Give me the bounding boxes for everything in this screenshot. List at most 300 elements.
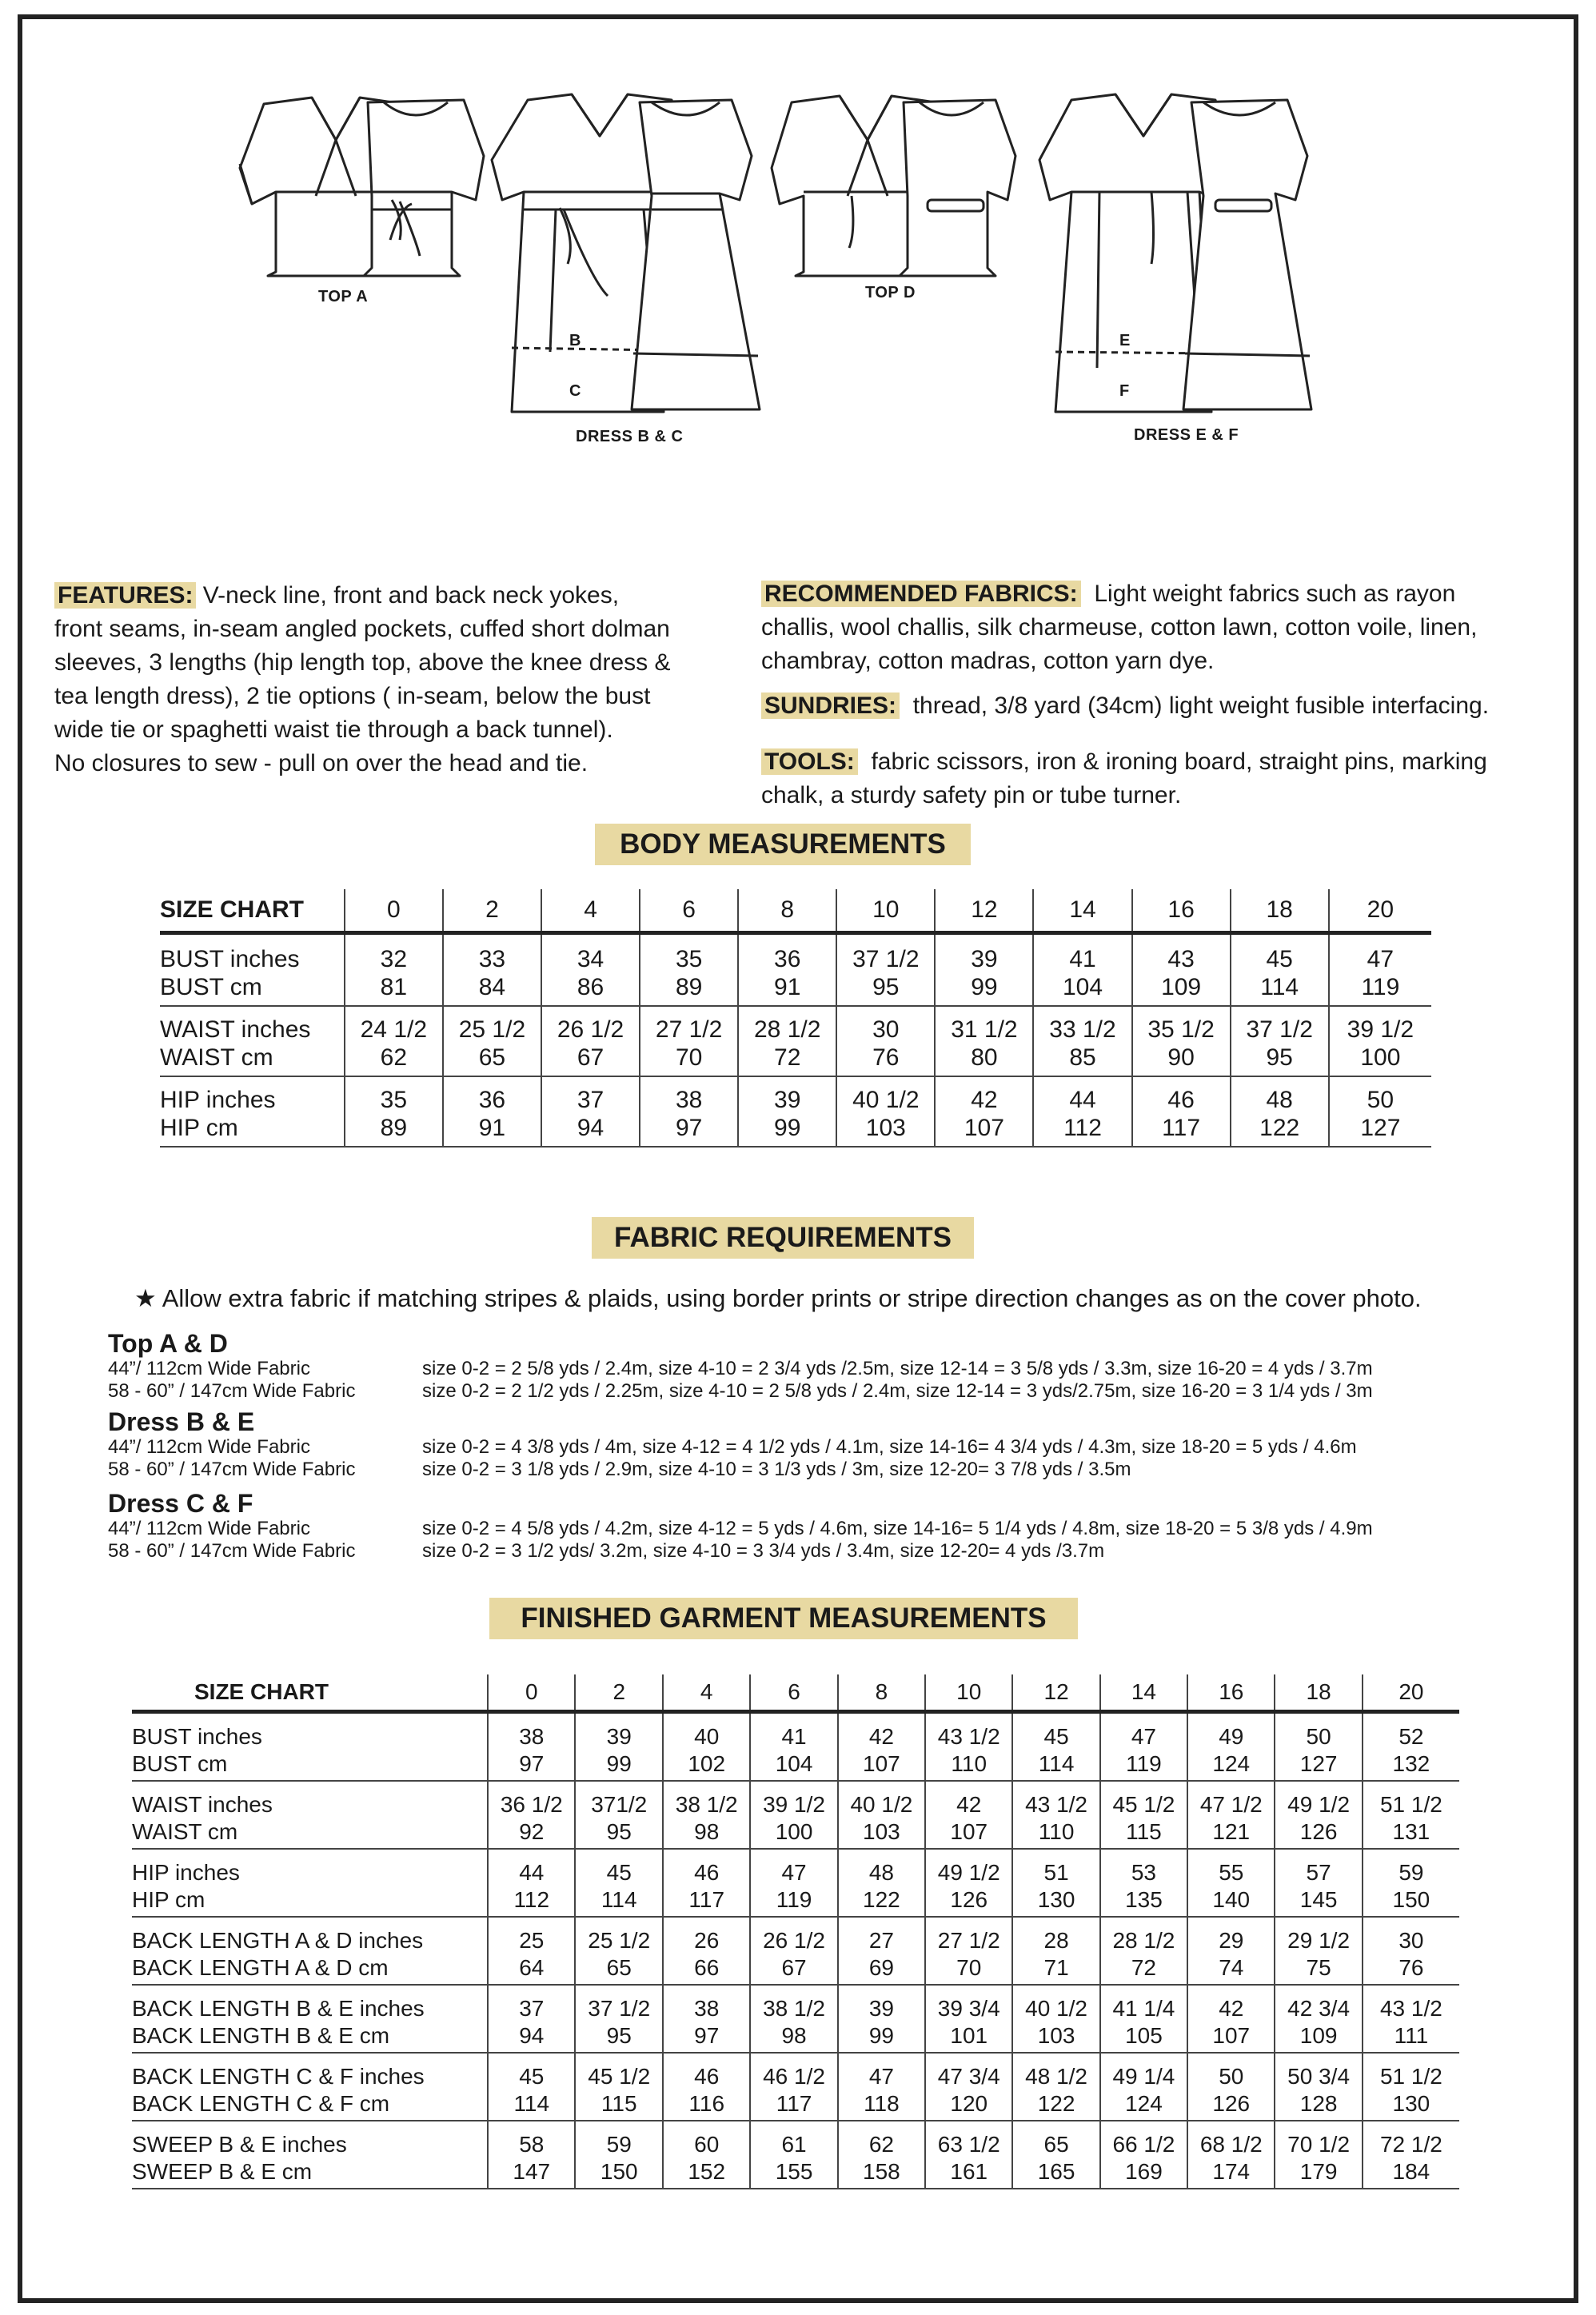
- table-cell: 98: [663, 1818, 750, 1849]
- table-cell: 105: [1100, 2022, 1187, 2053]
- table-cell: 38 1/2: [663, 1781, 750, 1818]
- table-cell: 91: [738, 973, 836, 1006]
- tools-line: chalk, a sturdy safety pin or tube turner.: [761, 782, 1182, 808]
- table-cell: 70 1/2: [1275, 2121, 1362, 2158]
- row-label: BACK LENGTH A & D inches: [132, 1927, 424, 1953]
- table-cell: 132: [1363, 1750, 1459, 1781]
- row-label: BUST cm: [132, 1750, 488, 1781]
- table-cell: 66: [663, 1954, 750, 1985]
- table-cell: 49 1/2: [925, 1849, 1012, 1886]
- table-row: [132, 2053, 1459, 2090]
- table-cell: 112: [1033, 1114, 1131, 1147]
- table-cell: 45: [575, 1849, 663, 1886]
- features-label: FEATURES:: [54, 582, 196, 609]
- row-label: WAIST cm: [160, 1044, 345, 1076]
- table-cell: 100: [750, 1818, 837, 1849]
- table-cell: 117: [1132, 1114, 1231, 1147]
- table-row: [132, 2022, 1459, 2053]
- table-cell: 49: [1187, 1711, 1275, 1750]
- fabric-note: ★ Allow extra fabric if matching stripes & plaids, using border prints or stripe direction changes as on the cover photo.: [134, 1284, 1422, 1312]
- fabrics-line: challis, wool challis, silk charmeuse, cotton lawn, cotton voile, linen,: [761, 614, 1478, 641]
- table-cell: 67: [541, 1044, 640, 1076]
- table-cell: 97: [488, 1750, 575, 1781]
- table-cell: 75: [1275, 1954, 1362, 1985]
- table-cell: 42: [925, 1781, 1012, 1818]
- table-cell: 36: [738, 932, 836, 973]
- table-row: [132, 1917, 1459, 1954]
- table-cell: 42 3/4: [1275, 1985, 1362, 2022]
- size-header: 0: [345, 889, 443, 932]
- table-cell: 29: [1187, 1917, 1275, 1954]
- table-cell: 26 1/2: [750, 1917, 837, 1954]
- table-cell: 36: [443, 1076, 541, 1114]
- table-cell: 50: [1187, 2053, 1275, 2090]
- fabric-yardage: size 0-2 = 2 5/8 yds / 2.4m, size 4-10 = 2 3/4 yds /2.5m, size 12-14 = 3 5/8 yds / 3.3m, size 16-20 = 4 yds / 3.7m: [422, 1358, 1373, 1379]
- table-cell: 47: [1329, 932, 1431, 973]
- features-line: tea length dress), 2 tie options ( in-seam, below the bust: [54, 683, 651, 709]
- row-label: BACK LENGTH C & F cm: [132, 2090, 488, 2121]
- finished-measurements-table: [132, 1674, 1459, 2189]
- table-cell: 114: [488, 2090, 575, 2121]
- table-cell: 72 1/2: [1363, 2121, 1459, 2158]
- sundries-label: SUNDRIES:: [761, 693, 900, 719]
- table-cell: 44: [1033, 1076, 1131, 1114]
- table-cell: 81: [345, 973, 443, 1006]
- length-label-c: C: [569, 382, 581, 400]
- fabric-group-title: Dress B & E: [108, 1407, 255, 1436]
- size-header: 18: [1275, 1674, 1362, 1711]
- table-cell: 43 1/2: [1363, 1985, 1459, 2022]
- size-header: 8: [738, 889, 836, 932]
- table-cell: 30: [1363, 1917, 1459, 1954]
- row-label: HIP inches: [160, 1086, 276, 1113]
- table-cell: 51 1/2: [1363, 2053, 1459, 2090]
- table-cell: 99: [935, 973, 1033, 1006]
- table-cell: 47: [750, 1849, 837, 1886]
- row-label: BUST cm: [160, 973, 345, 1006]
- row-label: HIP inches: [132, 1859, 240, 1885]
- size-header: 20: [1329, 889, 1431, 932]
- table-cell: 28 1/2: [1100, 1917, 1187, 1954]
- table-cell: 107: [935, 1114, 1033, 1147]
- table-cell: 46 1/2: [750, 2053, 837, 2090]
- table-cell: 55: [1187, 1849, 1275, 1886]
- table-cell: 103: [838, 1818, 925, 1849]
- table-cell: 72: [1100, 1954, 1187, 1985]
- table-cell: 97: [663, 2022, 750, 2053]
- fabric-yardage: size 0-2 = 4 5/8 yds / 4.2m, size 4-12 = 5 yds / 4.6m, size 14-16= 5 1/4 yds / 4.8m, size 18-20 = 5 3/8 yds / 4.9m: [422, 1518, 1373, 1539]
- row-label: BACK LENGTH C & F inches: [132, 2063, 425, 2089]
- table-cell: 41 1/4: [1100, 1985, 1187, 2022]
- table-cell: 103: [836, 1114, 935, 1147]
- table-row: [160, 1114, 1431, 1147]
- row-label: BACK LENGTH B & E cm: [132, 2022, 488, 2053]
- table-cell: 50: [1329, 1076, 1431, 1114]
- table-cell: 122: [838, 1886, 925, 1917]
- features-line: sleeves, 3 lengths (hip length top, above the knee dress &: [54, 649, 671, 676]
- table-row: [132, 1954, 1459, 1985]
- table-cell: 29 1/2: [1275, 1917, 1362, 1954]
- table-cell: 130: [1012, 1886, 1099, 1917]
- table-cell: 62: [838, 2121, 925, 2158]
- table-cell: 40 1/2: [836, 1076, 935, 1114]
- table-row: [160, 1006, 1431, 1044]
- table-cell: 45: [488, 2053, 575, 2090]
- figure-label-dress-bc: DRESS B & C: [576, 428, 684, 445]
- table-cell: 122: [1012, 2090, 1099, 2121]
- table-cell: 130: [1363, 2090, 1459, 2121]
- tools-label: TOOLS:: [761, 748, 858, 775]
- table-cell: 107: [1187, 2022, 1275, 2053]
- table-cell: 72: [738, 1044, 836, 1076]
- figure-label-top-d: TOP D: [865, 284, 916, 301]
- table-cell: 35: [345, 1076, 443, 1114]
- table-cell: 102: [663, 1750, 750, 1781]
- table-cell: 40: [663, 1711, 750, 1750]
- table-row: [160, 932, 1431, 973]
- table-cell: 52: [1363, 1711, 1459, 1750]
- table-cell: 25 1/2: [443, 1006, 541, 1044]
- table-cell: 42: [935, 1076, 1033, 1114]
- table-cell: 91: [443, 1114, 541, 1147]
- table-cell: 95: [575, 1818, 663, 1849]
- table-cell: 39 1/2: [750, 1781, 837, 1818]
- table-cell: 76: [836, 1044, 935, 1076]
- table-cell: 45: [1231, 932, 1329, 973]
- table-cell: 107: [925, 1818, 1012, 1849]
- table-cell: 103: [1012, 2022, 1099, 2053]
- table-cell: 80: [935, 1044, 1033, 1076]
- table-cell: 114: [1012, 1750, 1099, 1781]
- table-cell: 101: [925, 2022, 1012, 2053]
- table-cell: 107: [838, 1750, 925, 1781]
- table-cell: 49 1/4: [1100, 2053, 1187, 2090]
- size-header: 8: [838, 1674, 925, 1711]
- table-row: [160, 1076, 1431, 1114]
- table-cell: 99: [838, 2022, 925, 2053]
- row-label: BACK LENGTH A & D cm: [132, 1954, 488, 1985]
- table-cell: 71: [1012, 1954, 1099, 1985]
- table-cell: 34: [541, 932, 640, 973]
- size-header: 14: [1100, 1674, 1187, 1711]
- table-cell: 126: [925, 1886, 1012, 1917]
- table-cell: 45 1/2: [1100, 1781, 1187, 1818]
- table-cell: 65: [1012, 2121, 1099, 2158]
- table-cell: 35 1/2: [1132, 1006, 1231, 1044]
- fabric-width-label: 58 - 60” / 147cm Wide Fabric: [108, 1540, 356, 1562]
- size-header: 4: [541, 889, 640, 932]
- table-cell: 97: [640, 1114, 738, 1147]
- table-row: [132, 1781, 1459, 1818]
- table-cell: 53: [1100, 1849, 1187, 1886]
- table-cell: 117: [750, 2090, 837, 2121]
- size-header: 20: [1363, 1674, 1459, 1711]
- table-cell: 110: [925, 1750, 1012, 1781]
- table-cell: 114: [575, 1886, 663, 1917]
- table-cell: 90: [1132, 1044, 1231, 1076]
- table-cell: 179: [1275, 2158, 1362, 2189]
- fabric-width-label: 44”/ 112cm Wide Fabric: [108, 1436, 310, 1458]
- table-cell: 38: [663, 1985, 750, 2022]
- top-a-back-drawing: [364, 100, 484, 276]
- table-cell: 59: [1363, 1849, 1459, 1886]
- table-cell: 98: [750, 2022, 837, 2053]
- table-cell: 95: [575, 2022, 663, 2053]
- top-d-back-drawing: [900, 100, 1015, 276]
- body-table-header: [160, 889, 1431, 932]
- recommended-fabrics-label: RECOMMENDED FABRICS:: [761, 581, 1081, 607]
- row-label: SWEEP B & E cm: [132, 2158, 488, 2189]
- table-row: [160, 973, 1431, 1006]
- table-cell: 32: [345, 932, 443, 973]
- features-section: [54, 579, 742, 780]
- row-label: BUST inches: [132, 1723, 262, 1749]
- table-cell: 99: [738, 1114, 836, 1147]
- table-cell: 46: [1132, 1076, 1231, 1114]
- size-header: 0: [488, 1674, 575, 1711]
- table-cell: 118: [838, 2090, 925, 2121]
- table-cell: 36 1/2: [488, 1781, 575, 1818]
- table-cell: 39: [575, 1711, 663, 1750]
- table-cell: 35: [640, 932, 738, 973]
- length-label-f: F: [1119, 382, 1130, 400]
- table-cell: 24 1/2: [345, 1006, 443, 1044]
- table-cell: 131: [1363, 1818, 1459, 1849]
- table-cell: 43: [1132, 932, 1231, 973]
- row-label: HIP cm: [132, 1886, 488, 1917]
- table-cell: 43 1/2: [1012, 1781, 1099, 1818]
- table-cell: 27 1/2: [640, 1006, 738, 1044]
- table-cell: 109: [1132, 973, 1231, 1006]
- figure-label-top-a: TOP A: [318, 288, 369, 305]
- size-header: 4: [663, 1674, 750, 1711]
- table-row: [132, 1750, 1459, 1781]
- table-cell: 135: [1100, 1886, 1187, 1917]
- fabric-width-label: 44”/ 112cm Wide Fabric: [108, 1518, 310, 1539]
- figure-label-dress-ef: DRESS E & F: [1134, 426, 1239, 444]
- table-cell: 25: [488, 1917, 575, 1954]
- table-cell: 51: [1012, 1849, 1099, 1886]
- table-cell: 119: [1329, 973, 1431, 1006]
- table-cell: 39 1/2: [1329, 1006, 1431, 1044]
- table-cell: 85: [1033, 1044, 1131, 1076]
- fabric-group-title: Top A & D: [108, 1329, 228, 1358]
- table-cell: 371/2: [575, 1781, 663, 1818]
- table-cell: 42: [1187, 1985, 1275, 2022]
- table-row: [132, 2158, 1459, 2189]
- table-cell: 104: [1033, 973, 1131, 1006]
- table-cell: 99: [575, 1750, 663, 1781]
- table-cell: 45: [1012, 1711, 1099, 1750]
- size-chart-header: SIZE CHART: [160, 889, 345, 932]
- table-cell: 28: [1012, 1917, 1099, 1954]
- table-cell: 70: [640, 1044, 738, 1076]
- table-cell: 74: [1187, 1954, 1275, 1985]
- table-cell: 48: [1231, 1076, 1329, 1114]
- features-line: V-neck line, front and back neck yokes,: [202, 582, 620, 609]
- fabric-yardage: size 0-2 = 4 3/8 yds / 4m, size 4-12 = 4 1/2 yds / 4.1m, size 14-16= 4 3/4 yds / 4.3m, size 18-20 = 5 yds / 4.6m: [422, 1436, 1357, 1458]
- table-cell: 89: [640, 973, 738, 1006]
- table-cell: 50: [1275, 1711, 1362, 1750]
- table-cell: 128: [1275, 2090, 1362, 2121]
- table-cell: 147: [488, 2158, 575, 2189]
- table-cell: 121: [1187, 1818, 1275, 1849]
- table-cell: 126: [1187, 2090, 1275, 2121]
- table-cell: 38 1/2: [750, 1985, 837, 2022]
- table-cell: 115: [575, 2090, 663, 2121]
- size-header: 6: [640, 889, 738, 932]
- table-cell: 39: [838, 1985, 925, 2022]
- table-cell: 65: [575, 1954, 663, 1985]
- table-cell: 109: [1275, 2022, 1362, 2053]
- table-cell: 122: [1231, 1114, 1329, 1147]
- features-line: wide tie or spaghetti waist tie through a back tunnel).: [54, 716, 613, 743]
- table-cell: 37: [541, 1076, 640, 1114]
- table-cell: 37 1/2: [836, 932, 935, 973]
- table-cell: 174: [1187, 2158, 1275, 2189]
- table-cell: 50 3/4: [1275, 2053, 1362, 2090]
- table-cell: 69: [838, 1954, 925, 1985]
- fabric-width-label: 58 - 60” / 147cm Wide Fabric: [108, 1459, 356, 1480]
- table-cell: 110: [1012, 1818, 1099, 1849]
- table-cell: 33 1/2: [1033, 1006, 1131, 1044]
- table-cell: 86: [541, 973, 640, 1006]
- table-cell: 67: [750, 1954, 837, 1985]
- table-cell: 41: [750, 1711, 837, 1750]
- size-header: 6: [750, 1674, 837, 1711]
- table-cell: 46: [663, 1849, 750, 1886]
- table-cell: 100: [1329, 1044, 1431, 1076]
- features-line: front seams, in-seam angled pockets, cuffed short dolman: [54, 616, 670, 642]
- table-cell: 152: [663, 2158, 750, 2189]
- row-label: BUST inches: [160, 945, 300, 972]
- table-cell: 64: [488, 1954, 575, 1985]
- table-cell: 38: [488, 1711, 575, 1750]
- table-cell: 184: [1363, 2158, 1459, 2189]
- fabrics-line: Light weight fabrics such as rayon: [1094, 581, 1456, 607]
- fabric-yardage: size 0-2 = 2 1/2 yds / 2.25m, size 4-10 = 2 5/8 yds / 2.4m, size 12-14 = 3 yds/2.75m, size 16-20 = 3 1/4 yds / 3m: [422, 1380, 1373, 1402]
- table-cell: 27 1/2: [925, 1917, 1012, 1954]
- table-cell: 114: [1231, 973, 1329, 1006]
- row-label: HIP cm: [160, 1114, 345, 1147]
- table-cell: 117: [663, 1886, 750, 1917]
- table-cell: 127: [1275, 1750, 1362, 1781]
- size-chart-header: SIZE CHART: [132, 1674, 488, 1711]
- table-cell: 84: [443, 973, 541, 1006]
- table-cell: 28 1/2: [738, 1006, 836, 1044]
- table-cell: 30: [836, 1006, 935, 1044]
- table-cell: 46: [663, 2053, 750, 2090]
- table-cell: 111: [1363, 2022, 1459, 2053]
- tools-line: fabric scissors, iron & ironing board, straight pins, marking: [871, 748, 1487, 775]
- table-cell: 39: [738, 1076, 836, 1114]
- table-cell: 61: [750, 2121, 837, 2158]
- row-label: SWEEP B & E inches: [132, 2131, 347, 2157]
- row-label: WAIST cm: [132, 1818, 488, 1849]
- table-cell: 40 1/2: [1012, 1985, 1099, 2022]
- size-header: 12: [1012, 1674, 1099, 1711]
- length-label-e: E: [1119, 332, 1131, 349]
- table-cell: 37 1/2: [1231, 1006, 1329, 1044]
- table-cell: 58: [488, 2121, 575, 2158]
- table-cell: 48: [838, 1849, 925, 1886]
- table-cell: 33: [443, 932, 541, 973]
- table-cell: 124: [1187, 1750, 1275, 1781]
- fabrics-line: chambray, cotton madras, cotton yarn dye.: [761, 648, 1215, 674]
- table-cell: 120: [925, 2090, 1012, 2121]
- table-cell: 62: [345, 1044, 443, 1076]
- table-cell: 31 1/2: [935, 1006, 1033, 1044]
- size-header: 2: [443, 889, 541, 932]
- table-row: [132, 2121, 1459, 2158]
- table-cell: 92: [488, 1818, 575, 1849]
- table-cell: 127: [1329, 1114, 1431, 1147]
- body-measurements-banner: BODY MEASUREMENTS: [595, 824, 971, 865]
- row-label: WAIST inches: [132, 1791, 273, 1817]
- size-header: 16: [1132, 889, 1231, 932]
- size-header: 18: [1231, 889, 1329, 932]
- size-header: 10: [925, 1674, 1012, 1711]
- table-cell: 25 1/2: [575, 1917, 663, 1954]
- size-header: 2: [575, 1674, 663, 1711]
- tools-section: [761, 745, 1561, 812]
- table-cell: 158: [838, 2158, 925, 2189]
- table-cell: 140: [1187, 1886, 1275, 1917]
- table-cell: 47: [1100, 1711, 1187, 1750]
- size-header: 14: [1033, 889, 1131, 932]
- table-cell: 42: [838, 1711, 925, 1750]
- table-cell: 165: [1012, 2158, 1099, 2189]
- length-label-b: B: [569, 332, 581, 349]
- fabric-width-label: 44”/ 112cm Wide Fabric: [108, 1358, 310, 1379]
- table-cell: 115: [1100, 1818, 1187, 1849]
- table-cell: 95: [1231, 1044, 1329, 1076]
- table-cell: 155: [750, 2158, 837, 2189]
- table-row: [132, 2090, 1459, 2121]
- table-cell: 26: [663, 1917, 750, 1954]
- table-row: [132, 1849, 1459, 1886]
- table-cell: 60: [663, 2121, 750, 2158]
- finished-table-header: [132, 1674, 1459, 1711]
- garment-illustrations: [0, 0, 1596, 496]
- sundries-section: [761, 689, 1561, 723]
- table-cell: 43 1/2: [925, 1711, 1012, 1750]
- fabric-yardage: size 0-2 = 3 1/8 yds / 2.9m, size 4-10 = 3 1/3 yds / 3m, size 12-20= 3 7/8 yds / 3.5m: [422, 1459, 1131, 1480]
- table-cell: 47 3/4: [925, 2053, 1012, 2090]
- table-cell: 40 1/2: [838, 1781, 925, 1818]
- fabric-width-label: 58 - 60” / 147cm Wide Fabric: [108, 1380, 356, 1402]
- table-cell: 150: [575, 2158, 663, 2189]
- dress-bc-back-drawing: [632, 100, 760, 409]
- table-row: [132, 1818, 1459, 1849]
- table-cell: 112: [488, 1886, 575, 1917]
- table-cell: 70: [925, 1954, 1012, 1985]
- table-row: [132, 1886, 1459, 1917]
- table-cell: 48 1/2: [1012, 2053, 1099, 2090]
- table-cell: 68 1/2: [1187, 2121, 1275, 2158]
- table-cell: 76: [1363, 1954, 1459, 1985]
- sundries-text: thread, 3/8 yard (34cm) light weight fusible interfacing.: [912, 693, 1490, 719]
- table-cell: 94: [488, 2022, 575, 2053]
- row-label: WAIST inches: [160, 1016, 311, 1043]
- table-cell: 124: [1100, 2090, 1187, 2121]
- table-cell: 57: [1275, 1849, 1362, 1886]
- fabric-requirements-banner: FABRIC REQUIREMENTS: [592, 1217, 974, 1259]
- table-cell: 49 1/2: [1275, 1781, 1362, 1818]
- body-measurements-table: [160, 889, 1431, 1148]
- table-cell: 145: [1275, 1886, 1362, 1917]
- table-cell: 45 1/2: [575, 2053, 663, 2090]
